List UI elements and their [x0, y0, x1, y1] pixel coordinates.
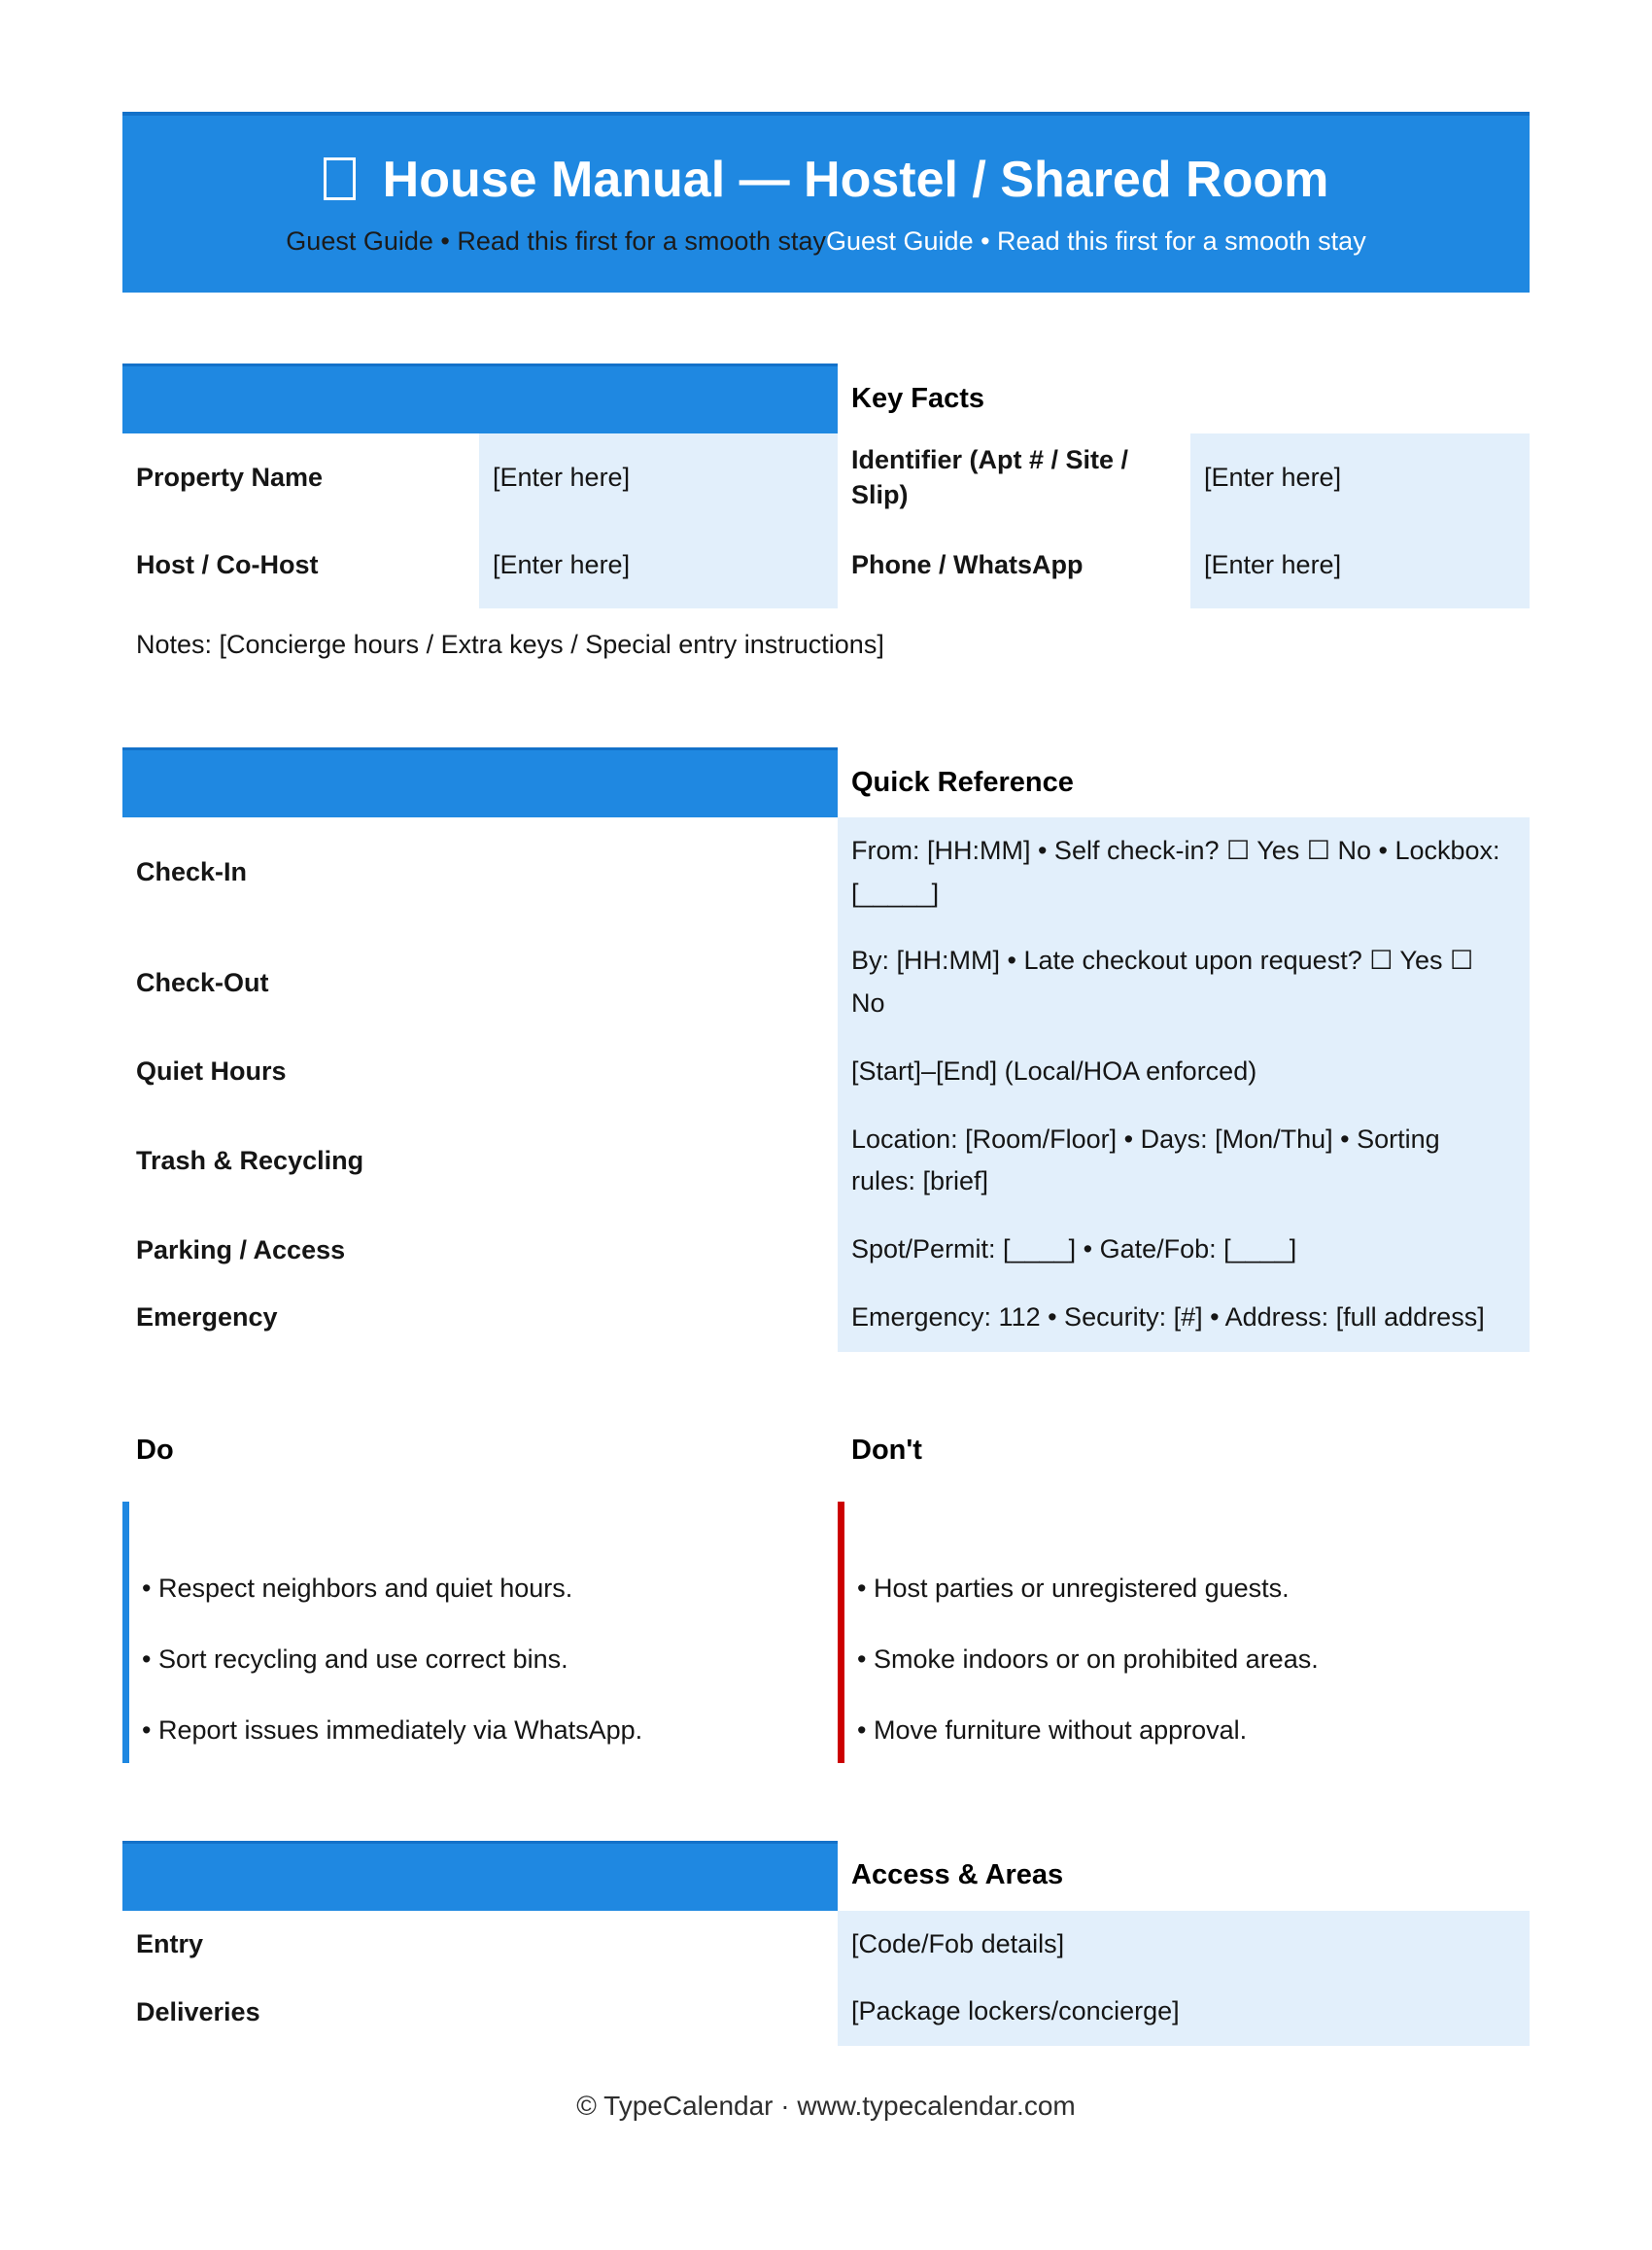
dont-heading: Don't — [851, 1434, 922, 1466]
key-facts-table — [122, 433, 1530, 608]
access-areas-table — [122, 1911, 1530, 2046]
quick-reference-heading: Quick Reference — [851, 766, 1074, 798]
qr-label-emergency: Emergency — [136, 1302, 278, 1333]
document-page — [0, 112, 1652, 2250]
qr-label-check-in: Check-In — [136, 857, 248, 887]
key-facts-label-property-name: Property Name — [136, 462, 324, 492]
header-banner — [122, 112, 1530, 293]
dont-item: • Smoke indoors or on prohibited areas. — [857, 1644, 1319, 1674]
dont-item: • Move furniture without approval. — [857, 1714, 1248, 1745]
key-facts-value-identifier[interactable]: [Enter here] — [1190, 433, 1530, 521]
access-areas-heading: Access & Areas — [851, 1859, 1064, 1891]
subtitle-light-copy: Guest Guide • Read this first for a smooth stay — [826, 226, 1366, 256]
key-facts-value-phone[interactable]: [Enter here] — [1190, 521, 1530, 608]
qr-label-quiet-hours: Quiet Hours — [136, 1056, 287, 1087]
key-facts-heading: Key Facts — [851, 382, 985, 414]
access-value-deliveries[interactable]: [Package lockers/concierge] — [838, 1978, 1530, 2046]
key-facts-notes: Notes: [Concierge hours / Extra keys / Special entry instructions] — [136, 630, 884, 659]
qr-value-check-out[interactable]: By: [HH:MM] • Late checkout upon request? ☐ Yes ☐ No — [838, 927, 1530, 1037]
access-label-entry: Entry — [136, 1928, 204, 1958]
key-facts-label-host: Host / Co-Host — [136, 549, 319, 579]
subtitle-dark-copy: Guest Guide • Read this first for a smooth stay — [286, 226, 826, 256]
spacer — [0, 660, 1652, 747]
access-areas-section-header — [122, 1841, 1530, 1911]
page-title — [122, 116, 1530, 209]
spacer — [0, 293, 1652, 363]
house-emoji-placeholder-icon — [324, 157, 356, 200]
do-dont-section — [122, 1435, 1530, 1763]
quick-reference-section-header — [122, 747, 1530, 817]
qr-label-trash-recycling: Trash & Recycling — [136, 1145, 364, 1175]
access-areas-accent-bar — [122, 1841, 838, 1911]
key-facts-accent-bar — [122, 363, 838, 433]
dont-item: • Host parties or unregistered guests. — [857, 1573, 1290, 1603]
quick-reference-table — [122, 817, 1530, 1352]
spacer — [0, 1763, 1652, 1841]
qr-label-check-out: Check-Out — [136, 967, 269, 997]
dont-column — [838, 1435, 1530, 1763]
footer-credit: © TypeCalendar · www.typecalendar.com — [576, 2091, 1076, 2122]
key-facts-section-header — [122, 363, 1530, 433]
do-list-panel — [122, 1502, 838, 1763]
qr-label-parking-access: Parking / Access — [136, 1234, 346, 1264]
do-heading: Do — [136, 1434, 174, 1466]
dont-list-panel — [838, 1502, 1530, 1763]
key-facts-value-host[interactable]: [Enter here] — [479, 521, 838, 608]
access-label-deliveries: Deliveries — [136, 1996, 260, 2026]
key-facts-value-property-name[interactable]: [Enter here] — [479, 433, 838, 521]
do-column — [122, 1435, 838, 1763]
key-facts-label-identifier: Identifier (Apt # / Site / Slip) — [851, 444, 1129, 509]
qr-value-emergency[interactable]: Emergency: 112 • Security: [#] • Address: [full address] — [838, 1284, 1530, 1352]
do-item: • Report issues immediately via WhatsApp. — [142, 1714, 643, 1745]
key-facts-label-phone: Phone / WhatsApp — [851, 549, 1084, 579]
qr-value-quiet-hours[interactable]: [Start]–[End] (Local/HOA enforced) — [838, 1038, 1530, 1106]
qr-value-trash-recycling[interactable]: Location: [Room/Floor] • Days: [Mon/Thu] • Sorting rules: [brief] — [838, 1106, 1530, 1216]
qr-value-parking-access[interactable]: Spot/Permit: [____] • Gate/Fob: [____] — [838, 1216, 1530, 1284]
quick-reference-accent-bar — [122, 747, 838, 817]
access-value-entry[interactable]: [Code/Fob details] — [838, 1911, 1530, 1979]
do-item: • Respect neighbors and quiet hours. — [142, 1573, 573, 1603]
page-title-text: House Manual — Hostel / Shared Room — [382, 152, 1329, 208]
qr-value-check-in[interactable]: From: [HH:MM] • Self check-in? ☐ Yes ☐ No • Lockbox: [_____] — [838, 817, 1530, 927]
page-subtitle — [122, 226, 1530, 257]
do-item: • Sort recycling and use correct bins. — [142, 1644, 568, 1674]
